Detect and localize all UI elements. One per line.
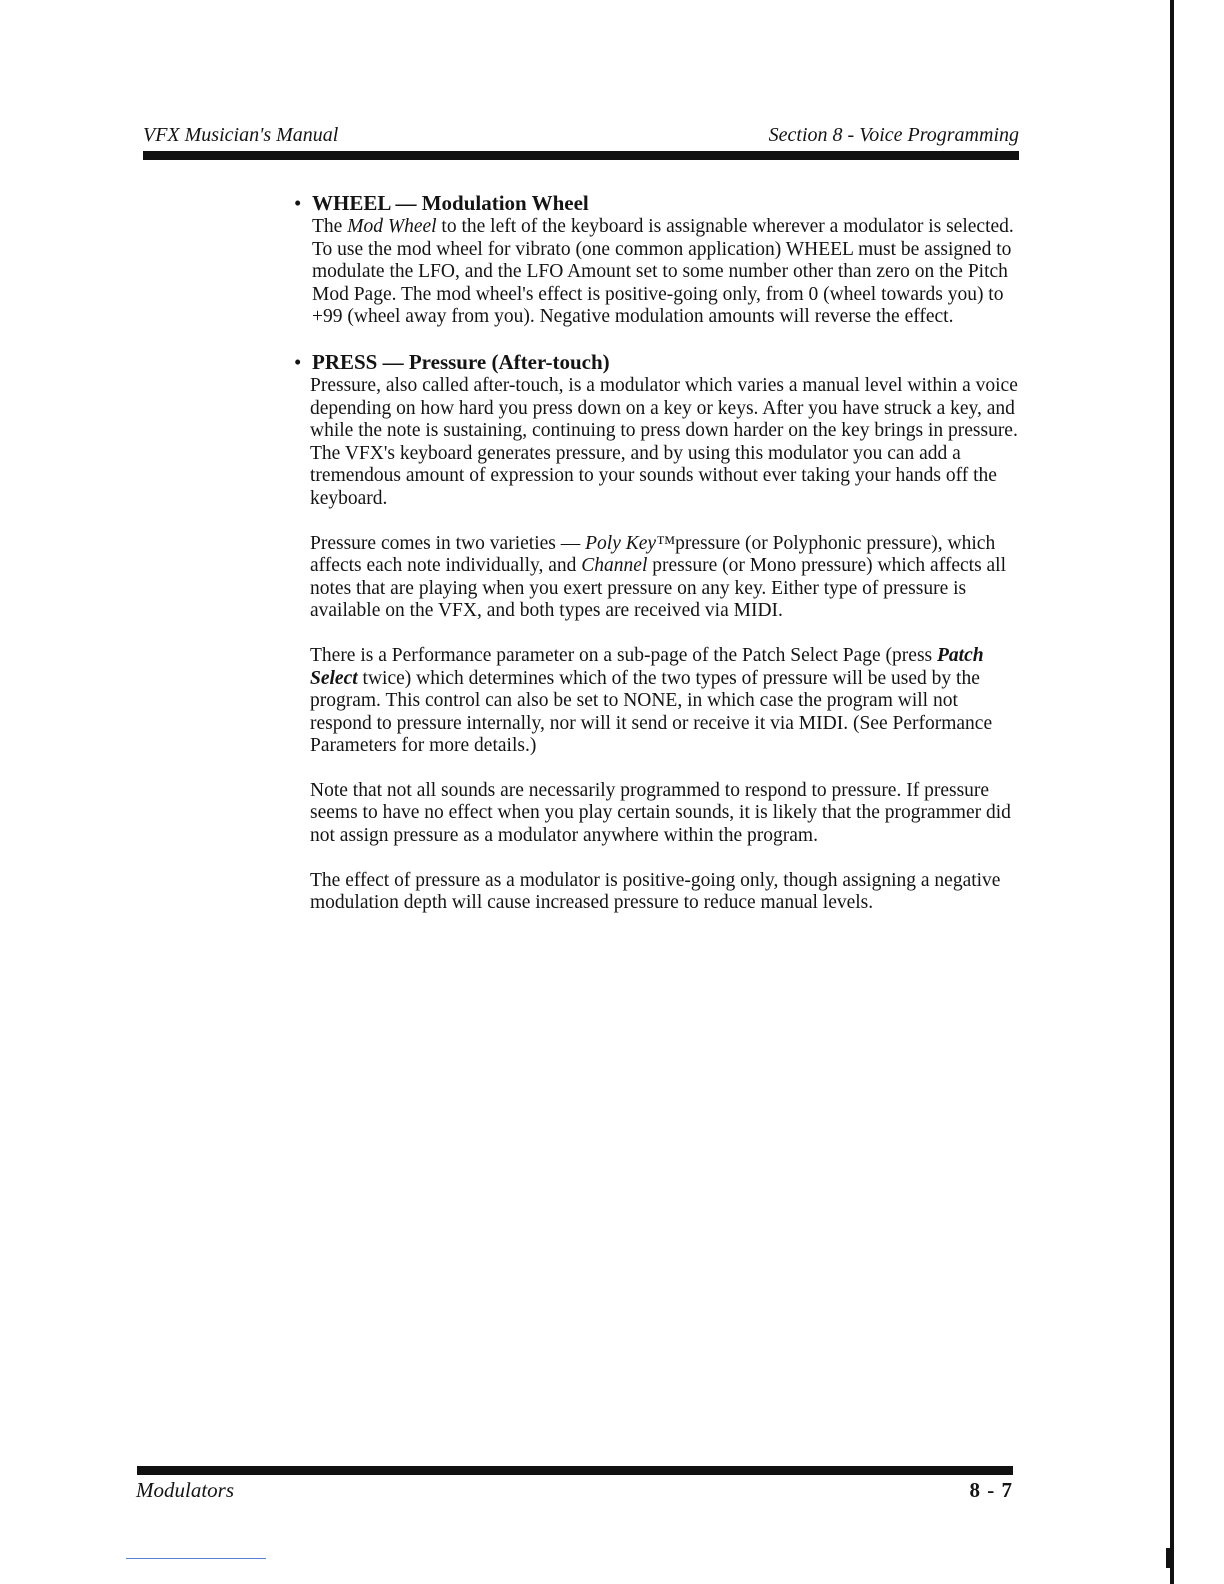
press-paragraph-1: Pressure, also called after-touch, is a modulator which varies a manual level within a voice depending on how hard you press down on a key or keys. After you have struck a key, and while the note is sustaining, continuing to press down harder on the key brings in pressure. The VFX's keyboard generates pressure, and by using this modulator you can add a tremendous amount of expression to your sounds without ever taking your hands off the keyboard. [310,374,1018,509]
wheel-heading [294,190,1019,216]
header-manual-title: VFX Musician's Manual [143,124,339,146]
press-p2-text-2: pressure (or Polyphonic pressure), which affects each note individually, and [310,532,996,577]
wheel-text-2: to the left of the keyboard is assignable wherever a modulator is selected. To use the mod wheel for vibrato (one common application) WHEEL must be assigned to modulate the LFO, and the LFO Amount set to some number other than zero on the Pitch Mod Page. The mod wheel's effect is positive-going only, from 0 (wheel towards you) to +99 (wheel away from you). Negative modulation amounts will reverse the effect. [312,216,1014,328]
poly-key-term: Poly Key™ [585,532,676,554]
press-p3-text-2: twice) which determines which of the two types of pressure will be used by the program. This control can also be set to NONE, in which case the program will not respond to pressure internally, nor will it send or receive it via MIDI. (See Performance Parameters for more details.) [310,667,993,757]
press-paragraph-2 [310,533,1019,623]
bullet-icon: • [294,191,302,215]
wheel-paragraph [312,216,1019,329]
mod-wheel-term: Mod Wheel [347,216,437,237]
press-p2-text-3: pressure (or Mono pressure) which affects all notes that are playing when you exert pressure on any key. Either type of pressure is available on the VFX, and both types are received via MIDI. [310,555,1007,622]
press-heading [294,349,1019,375]
scan-artifact-line [126,1558,266,1559]
wheel-text-1: The [312,216,348,237]
header-section-title: Section 8 - Voice Programming [768,124,1019,146]
channel-term: Channel [581,555,648,577]
patch-select-term: Patch Select [310,644,984,689]
press-heading-text: PRESS — Pressure (After-touch) [312,349,610,374]
press-paragraph-4: Note that not all sounds are necessarily programmed to respond to pressure. If pressure seems to have no effect when you play certain sounds, it is likely that the programmer did not assign pressure as a modulator anywhere within the program. [310,779,1011,847]
bullet-icon: • [294,349,302,374]
press-entry [294,349,1019,915]
wheel-entry [294,190,1019,329]
press-paragraph-3 [310,645,1019,758]
scan-edge-bar [1170,0,1174,1584]
page-body [294,190,1019,915]
footer-chapter: Modulators [136,1478,235,1502]
page-number: 8 - 7 [969,1478,1013,1502]
press-paragraph-5: The effect of pressure as a modulator is positive-going only, though assigning a negative modulation depth will cause increased pressure to reduce manual levels. [310,869,1001,914]
running-header [143,124,1019,152]
scan-edge-mark [1166,1548,1174,1568]
footer-rule [137,1466,1013,1475]
press-p3-text-1: There is a Performance parameter on a sub-page of the Patch Select Page (press [310,644,937,666]
header-rule [143,151,1019,160]
press-p2-text-1: Pressure comes in two varieties — [310,532,586,554]
wheel-heading-text: WHEEL — Modulation Wheel [312,191,589,215]
